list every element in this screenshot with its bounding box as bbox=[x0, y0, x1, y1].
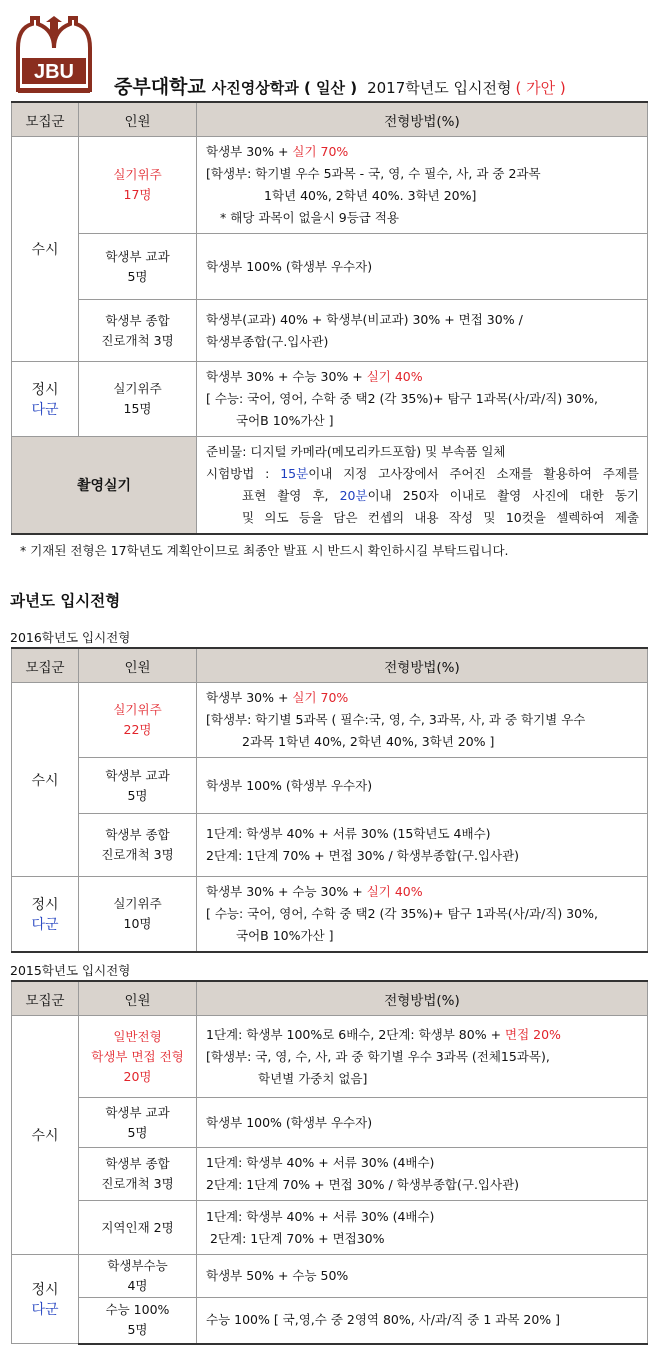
col-header-quota: 인원 bbox=[79, 648, 197, 683]
quota-cell: 실기위주 22명 bbox=[79, 683, 197, 758]
method-cell: 1단계: 학생부 40% + 서류 30% (15학년도 4배수) 2단계: 1단계 70% + 면접 30% / 학생부종합(구.입사관) bbox=[197, 814, 648, 877]
method-cell: 학생부 30% + 수능 30% + 실기 40% [ 수능: 국어, 영어, 수학 중 택2 (각 35%)+ 탐구 1과목(사/과/직) 30%, 국어B 10%가산 ] bbox=[197, 877, 648, 953]
quota-cell: 실기위주 15명 bbox=[79, 362, 197, 437]
group-jeongsi: 정시 다군 bbox=[12, 1255, 79, 1344]
page-header bbox=[10, 14, 650, 96]
table-2015 bbox=[11, 980, 648, 1345]
group-susi: 수시 bbox=[12, 137, 79, 362]
col-header-group: 모집군 bbox=[12, 981, 79, 1016]
table-row bbox=[12, 300, 648, 362]
quota-cell: 학생부 종합 진로개척 3명 bbox=[79, 1148, 197, 1201]
quota-cell: 학생부 교과 5명 bbox=[79, 1098, 197, 1148]
year-title: 2017학년도 입시전형 bbox=[367, 79, 512, 97]
method-cell: 수능 100% [ 국,영,수 중 2영역 80%, 사/과/직 중 1 과목 20% ] bbox=[197, 1298, 648, 1344]
method-cell: 학생부 30% + 수능 30% + 실기 40% [ 수능: 국어, 영어, 수학 중 택2 (각 35%)+ 탐구 1과목(사/과/직) 30%, 국어B 10%가산 ] bbox=[197, 362, 648, 437]
university-name: 중부대학교 bbox=[114, 76, 206, 98]
method-cell: 학생부 50% + 수능 50% bbox=[197, 1255, 648, 1298]
year-2016-title: 2016학년도 입시전형 bbox=[10, 630, 131, 645]
quota-cell: 실기위주 10명 bbox=[79, 877, 197, 953]
table-row bbox=[12, 1016, 648, 1098]
table-row bbox=[12, 1098, 648, 1148]
method-cell: 학생부 100% (학생부 우수자) bbox=[197, 1098, 648, 1148]
table-2017 bbox=[11, 101, 648, 535]
quota-cell: 지역인재 2명 bbox=[79, 1201, 197, 1255]
table-row bbox=[12, 683, 648, 758]
tentative-label: ( 가안 ) bbox=[515, 79, 566, 97]
col-header-method: 전형방법(%) bbox=[197, 648, 648, 683]
table-row bbox=[12, 814, 648, 877]
table-header-row bbox=[12, 981, 648, 1016]
exam-description: 준비물: 디지털 카메라(메모리카드포함) 및 부속품 일체 시험방법 : 15분이내 지정 고사장에서 주어진 소재를 활용하여 주제를 표현 촬영 후, 20분이내 250자 이내로 촬영 사진에 대한 동기 및 의도 등을 담은 컨셉의 내용 작성 및 10컷을 셀렉하여 제출 bbox=[197, 437, 648, 535]
table-row bbox=[12, 137, 648, 234]
col-header-method: 전형방법(%) bbox=[197, 102, 648, 137]
table-row bbox=[12, 1255, 648, 1298]
quota-cell: 일반전형 학생부 면접 전형 20명 bbox=[79, 1016, 197, 1098]
department-name: 사진영상학과 ( 일산 ) bbox=[211, 79, 358, 97]
page-title bbox=[114, 72, 566, 99]
logo-text: JBU bbox=[33, 61, 75, 83]
col-header-method: 전형방법(%) bbox=[197, 981, 648, 1016]
exam-row bbox=[12, 437, 648, 535]
method-cell: 학생부 100% (학생부 우수자) bbox=[197, 234, 648, 300]
past-section-title: 과년도 입시전형 bbox=[10, 592, 121, 610]
quota-cell: 수능 100% 5명 bbox=[79, 1298, 197, 1344]
quota-cell: 학생부 종합 진로개척 3명 bbox=[79, 300, 197, 362]
table-row bbox=[12, 758, 648, 814]
method-cell: 1단계: 학생부 40% + 서류 30% (4배수) 2단계: 1단계 70% + 면접 30% / 학생부종합(구.입사관) bbox=[197, 1148, 648, 1201]
method-cell: 1단계: 학생부 40% + 서류 30% (4배수) 2단계: 1단계 70% + 면접30% bbox=[197, 1201, 648, 1255]
notice-text: * 기재된 전형은 17학년도 계획안이므로 최종안 발표 시 반드시 확인하시길 부탁드립니다. bbox=[20, 543, 509, 558]
group-jeongsi: 정시 다군 bbox=[12, 362, 79, 437]
exam-label: 촬영실기 bbox=[12, 437, 197, 535]
quota-cell: 학생부 교과 5명 bbox=[79, 234, 197, 300]
table-row bbox=[12, 1148, 648, 1201]
method-cell: 학생부(교과) 40% + 학생부(비교과) 30% + 면접 30% / 학생부종합(구.입사관) bbox=[197, 300, 648, 362]
quota-cell: 학생부 종합 진로개척 3명 bbox=[79, 814, 197, 877]
method-cell: 학생부 30% + 실기 70% [학생부: 학기별 5과목 ( 필수:국, 영, 수, 3과목, 사, 과 중 학기별 우수 2과목 1학년 40%, 2학년 40%, 3학년 20% ] bbox=[197, 683, 648, 758]
col-header-quota: 인원 bbox=[79, 981, 197, 1016]
quota-cell: 실기위주 17명 bbox=[79, 137, 197, 234]
table-2016 bbox=[11, 647, 648, 953]
col-header-group: 모집군 bbox=[12, 648, 79, 683]
method-cell: 1단계: 학생부 100%로 6배수, 2단계: 학생부 80% + 면접 20% [학생부: 국, 영, 수, 사, 과 중 학기별 우수 3과목 (전체15과목), 학년별 가중치 없음] bbox=[197, 1016, 648, 1098]
col-header-group: 모집군 bbox=[12, 102, 79, 137]
table-header-row bbox=[12, 102, 648, 137]
table-row bbox=[12, 1298, 648, 1344]
table-row bbox=[12, 362, 648, 437]
table-header-row bbox=[12, 648, 648, 683]
year-2015-title: 2015학년도 입시전형 bbox=[10, 963, 131, 978]
table-row bbox=[12, 877, 648, 953]
table-row bbox=[12, 234, 648, 300]
col-header-quota: 인원 bbox=[79, 102, 197, 137]
method-cell: 학생부 30% + 실기 70% [학생부: 학기별 우수 5과목 - 국, 영, 수 필수, 사, 과 중 2과목 1학년 40%, 2학년 40%. 3학년 20%] * 해당 과목이 없을시 9등급 적용 bbox=[197, 137, 648, 234]
table-row bbox=[12, 1201, 648, 1255]
quota-cell: 학생부수능 4명 bbox=[79, 1255, 197, 1298]
group-jeongsi: 정시 다군 bbox=[12, 877, 79, 953]
group-susi: 수시 bbox=[12, 683, 79, 877]
group-susi: 수시 bbox=[12, 1016, 79, 1255]
university-logo bbox=[12, 14, 96, 94]
quota-cell: 학생부 교과 5명 bbox=[79, 758, 197, 814]
method-cell: 학생부 100% (학생부 우수자) bbox=[197, 758, 648, 814]
